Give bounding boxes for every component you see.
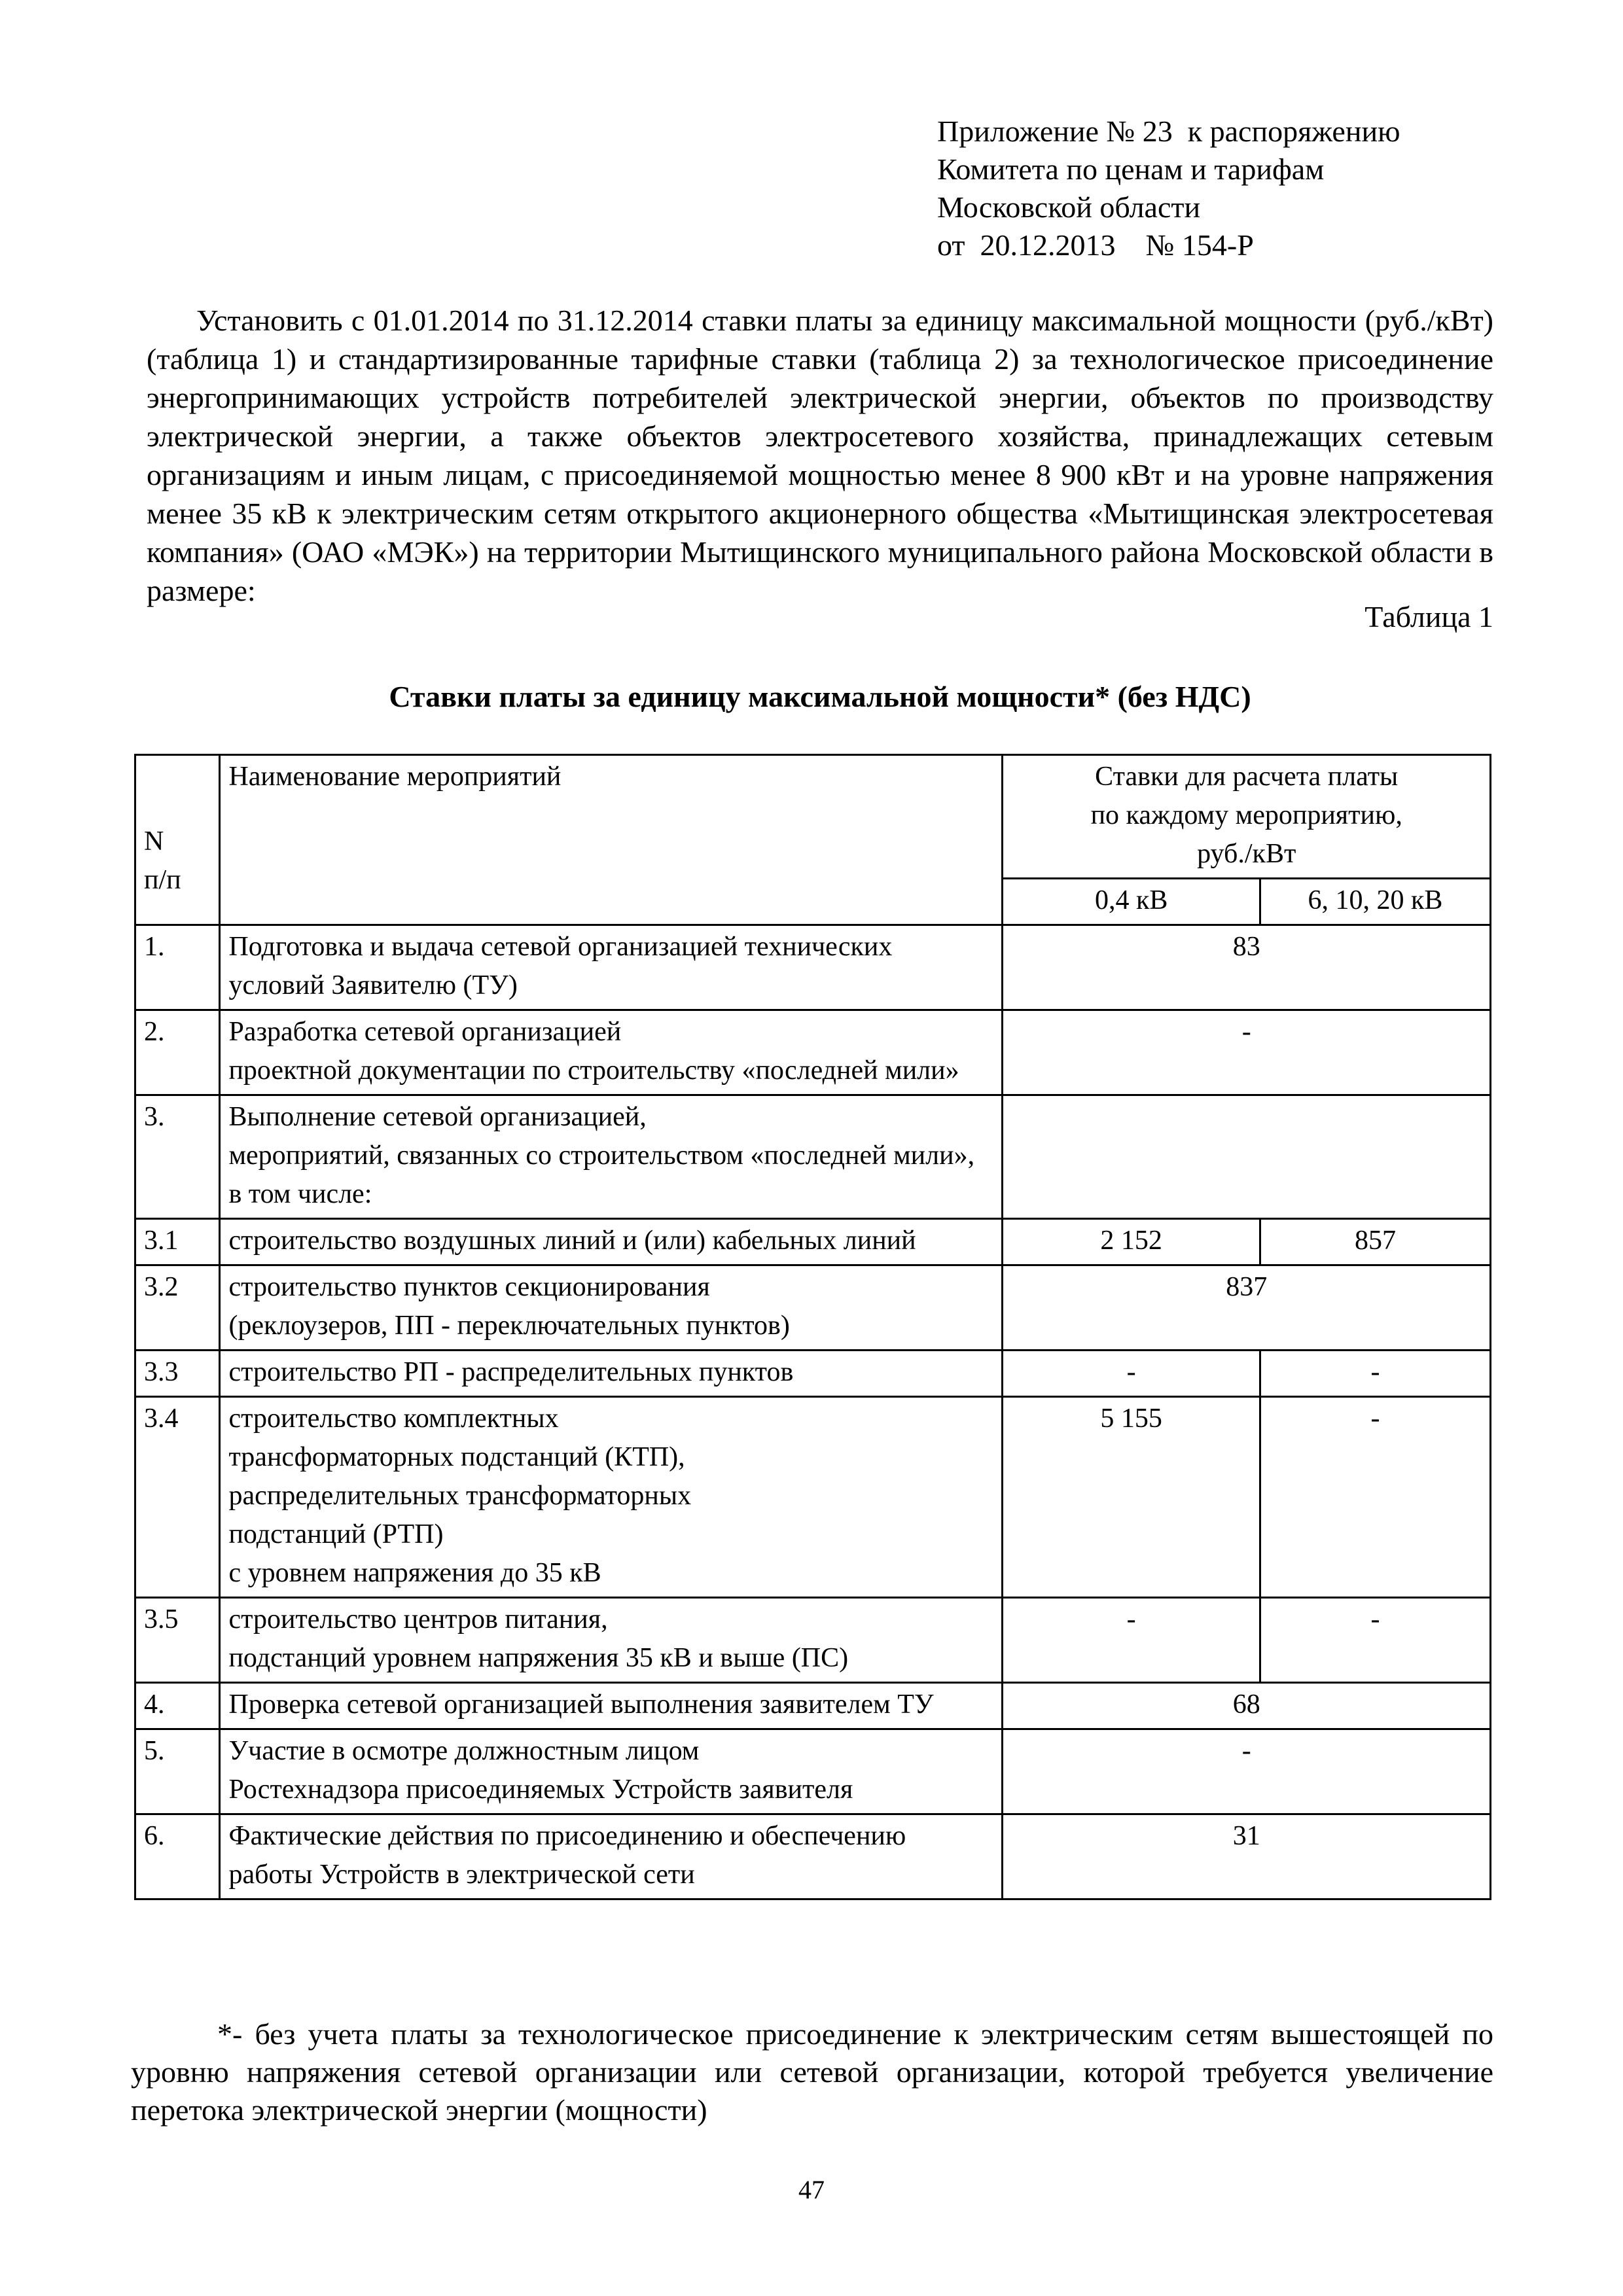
rate-6-20kv-cell: 857 bbox=[1260, 1219, 1490, 1265]
header-voltage-6-20-cell: 6, 10, 20 кВ bbox=[1260, 879, 1490, 925]
intro-paragraph: Установить с 01.01.2014 по 31.12.2014 ставки платы за единицу максимальной мощности (руб./кВт) (таблица 1) и стандартизированные тарифные ставки (таблица 2) за технологическое присоединение энергопринимающих устройств потребителей электрической энергии, объектов по производству электрической энергии, а также объектов электросетевого хозяйства, принадлежащих сетевым организациям и иным лицам, с присоединяемой мощностью менее 8 900 кВт и на уровне напряжения менее 35 кВ к электрическим сетям открытого акционерного общества «Мытищинская электросетевая компания» (ОАО «МЭК») на территории Мытищинского муниципального района Московской области в размере: bbox=[147, 304, 1493, 607]
table-row bbox=[135, 1351, 1491, 1397]
rate-6-20kv-cell: - bbox=[1260, 1351, 1490, 1397]
rates-table-body bbox=[135, 755, 1491, 1899]
rate-merged-cell: 837 bbox=[1003, 1265, 1491, 1351]
page-number: 47 bbox=[798, 2175, 825, 2204]
row-name-cell: строительство воздушных линий и (или) кабельных линий bbox=[220, 1219, 1003, 1265]
rate-merged-cell: 83 bbox=[1003, 925, 1491, 1010]
table-row bbox=[135, 1095, 1491, 1219]
table-title: Ставки платы за единицу максимальной мощности* (без НДС) bbox=[389, 680, 1251, 713]
row-number-cell: 3.2 bbox=[135, 1265, 220, 1351]
table-row bbox=[135, 1010, 1491, 1095]
rate-merged-cell: - bbox=[1003, 1729, 1491, 1814]
row-number-cell: 5. bbox=[135, 1729, 220, 1814]
row-name-cell: строительство центров питания, подстанций уровнем напряжения 35 кВ и выше (ПС) bbox=[220, 1598, 1003, 1683]
rate-merged-cell: 68 bbox=[1003, 1683, 1491, 1729]
row-number-cell: 3.3 bbox=[135, 1351, 220, 1397]
rate-merged-cell: - bbox=[1003, 1010, 1491, 1095]
table-row bbox=[135, 1397, 1491, 1598]
rate-04kv-cell: 2 152 bbox=[1003, 1219, 1260, 1265]
row-number-cell: 3. bbox=[135, 1095, 220, 1219]
row-number-cell: 2. bbox=[135, 1010, 220, 1095]
table-row bbox=[135, 1598, 1491, 1683]
row-name-cell: Проверка сетевой организацией выполнения заявителем ТУ bbox=[220, 1683, 1003, 1729]
row-name-cell: строительство РП - распределительных пунктов bbox=[220, 1351, 1003, 1397]
table-header-row bbox=[135, 755, 1491, 879]
footnote: *- без учета платы за технологическое присоединение к электрическим сетям вышестоящей по уровню напряжения сетевой организации или сетевой организации, которой требуется увеличение перетока электрической энергии (мощности) bbox=[131, 2017, 1493, 2127]
appendix-line: от 20.12.2013 № 154-Р bbox=[937, 228, 1254, 262]
table-label: Таблица 1 bbox=[1364, 600, 1493, 633]
row-name-cell: Выполнение сетевой организацией, мероприятий, связанных со строительством «последней мили», в том числе: bbox=[220, 1095, 1003, 1219]
header-voltage-04-cell: 0,4 кВ bbox=[1003, 879, 1260, 925]
row-name-cell: Участие в осмотре должностным лицом Ростехнадзора присоединяемых Устройств заявителя bbox=[220, 1729, 1003, 1814]
rate-merged-cell bbox=[1003, 1095, 1491, 1219]
table-row bbox=[135, 925, 1491, 1010]
table-row bbox=[135, 1219, 1491, 1265]
row-name-cell: строительство пунктов секционирования (реклоузеров, ПП - переключательных пунктов) bbox=[220, 1265, 1003, 1351]
header-name-cell: Наименование мероприятий bbox=[220, 755, 1003, 925]
rate-merged-cell: 31 bbox=[1003, 1814, 1491, 1899]
rate-6-20kv-cell: - bbox=[1260, 1397, 1490, 1598]
row-number-cell: 4. bbox=[135, 1683, 220, 1729]
appendix-reference bbox=[937, 113, 1526, 264]
row-number-cell: 3.4 bbox=[135, 1397, 220, 1598]
row-number-cell: 3.5 bbox=[135, 1598, 220, 1683]
row-name-cell: Разработка сетевой организацией проектной документации по строительству «последней мили» bbox=[220, 1010, 1003, 1095]
table-row bbox=[135, 1265, 1491, 1351]
row-name-cell: строительство комплектных трансформаторных подстанций (КТП), распределительных трансформаторных подстанций (РТП) с уровнем напряжения до 35 кВ bbox=[220, 1397, 1003, 1598]
header-rates-cell: Ставки для расчета платы по каждому мероприятию, руб./кВт bbox=[1003, 755, 1491, 879]
rates-table bbox=[134, 754, 1491, 1900]
appendix-line: Приложение № 23 к распоряжению bbox=[937, 115, 1400, 148]
rate-04kv-cell: 5 155 bbox=[1003, 1397, 1260, 1598]
rate-04kv-cell: - bbox=[1003, 1598, 1260, 1683]
rate-04kv-cell: - bbox=[1003, 1351, 1260, 1397]
header-num-cell: N п/п bbox=[135, 755, 220, 925]
row-name-cell: Фактические действия по присоединению и обеспечению работы Устройств в электрической сети bbox=[220, 1814, 1003, 1899]
row-number-cell: 3.1 bbox=[135, 1219, 220, 1265]
table-row bbox=[135, 1683, 1491, 1729]
rate-6-20kv-cell: - bbox=[1260, 1598, 1490, 1683]
table-row bbox=[135, 1814, 1491, 1899]
appendix-line: Комитета по ценам и тарифам bbox=[937, 152, 1325, 186]
table-row bbox=[135, 1729, 1491, 1814]
row-name-cell: Подготовка и выдача сетевой организацией технических условий Заявителю (ТУ) bbox=[220, 925, 1003, 1010]
row-number-cell: 6. bbox=[135, 1814, 220, 1899]
row-number-cell: 1. bbox=[135, 925, 220, 1010]
appendix-line: Московской области bbox=[937, 190, 1201, 224]
